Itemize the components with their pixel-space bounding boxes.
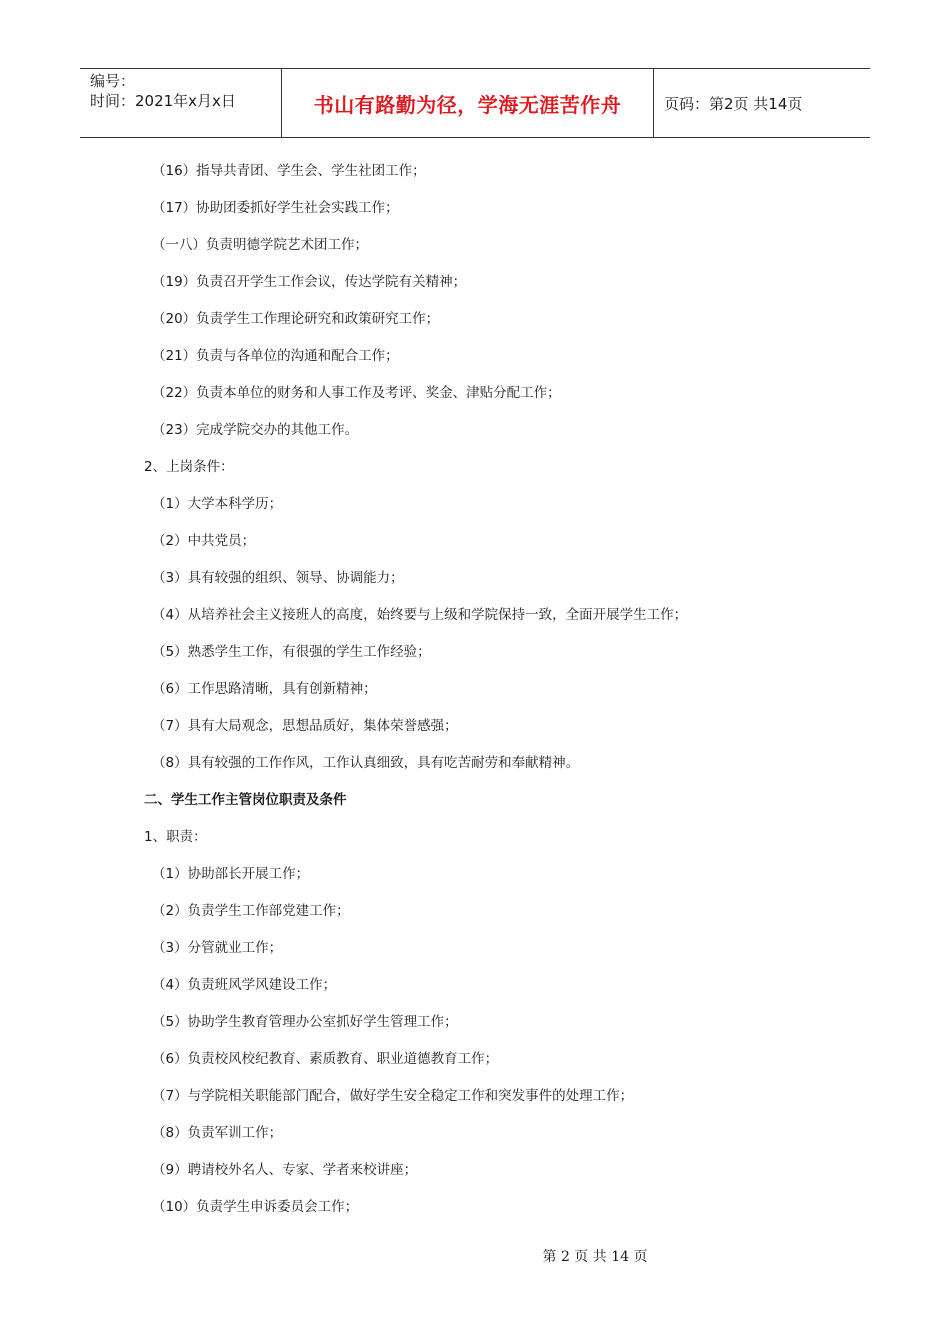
list-item: （7）具有大局观念，思想品质好，集体荣誉感强； [152,718,458,734]
list-item: （5）协助学生教育管理办公室抓好学生管理工作； [152,1014,458,1030]
subsection-heading: 2、上岗条件： [144,459,234,475]
list-item: （20）负责学生工作理论研究和政策研究工作； [152,311,440,327]
header-page-info: 页码：第2页 共14页 [664,94,803,113]
list-item: （9）聘请校外名人、专家、学者来校讲座； [152,1162,418,1178]
list-item: （6）负责校风校纪教育、素质教育、职业道德教育工作； [152,1051,499,1067]
document-date: 时间：2021年x月x日 [90,92,236,110]
list-item: （19）负责召开学生工作会议，传达学院有关精神； [152,274,467,290]
list-item: （6）工作思路清晰，具有创新精神； [152,681,377,697]
list-item: （1）协助部长开展工作； [152,866,310,882]
list-item: （4）从培养社会主义接班人的高度，始终要与上级和学院保持一致，全面开展学生工作； [152,607,688,623]
subsection-heading: 1、职责： [144,829,207,845]
list-item: （3）分管就业工作； [152,940,283,956]
page-header [80,68,870,138]
page-footer: 第 2 页 共 14 页 [542,1249,648,1265]
list-item: （23）完成学院交办的其他工作。 [152,422,359,438]
list-item: （7）与学院相关职能部门配合，做好学生安全稳定工作和突发事件的处理工作； [152,1088,634,1104]
list-item: （一八）负责明德学院艺术团工作； [152,237,368,253]
list-item: （2）中共党员； [152,533,256,549]
list-item: （21）负责与各单位的沟通和配合工作； [152,348,399,364]
list-item: （3）具有较强的组织、领导、协调能力； [152,570,404,586]
list-item: （10）负责学生申诉委员会工作； [152,1199,359,1215]
section-heading: 二、学生工作主管岗位职责及条件 [144,792,347,808]
list-item: （16）指导共青团、学生会、学生社团工作； [152,163,426,179]
list-item: （8）具有较强的工作作风，工作认真细致，具有吃苦耐劳和奉献精神。 [152,755,580,771]
document-number-label: 编号： [90,72,136,90]
document-body [144,158,864,1231]
list-item: （1）大学本科学历； [152,496,283,512]
list-item: （17）协助团委抓好学生社会实践工作； [152,200,399,216]
header-meta [80,69,282,137]
list-item: （22）负责本单位的财务和人事工作及考评、奖金、津贴分配工作； [152,385,561,401]
list-item: （5）熟悉学生工作，有很强的学生工作经验； [152,644,431,660]
header-motto: 书山有路勤为径，学海无涯苦作舟 [282,69,654,137]
list-item: （2）负责学生工作部党建工作； [152,903,350,919]
list-item: （8）负责军训工作； [152,1125,283,1141]
list-item: （4）负责班风学风建设工作； [152,977,337,993]
